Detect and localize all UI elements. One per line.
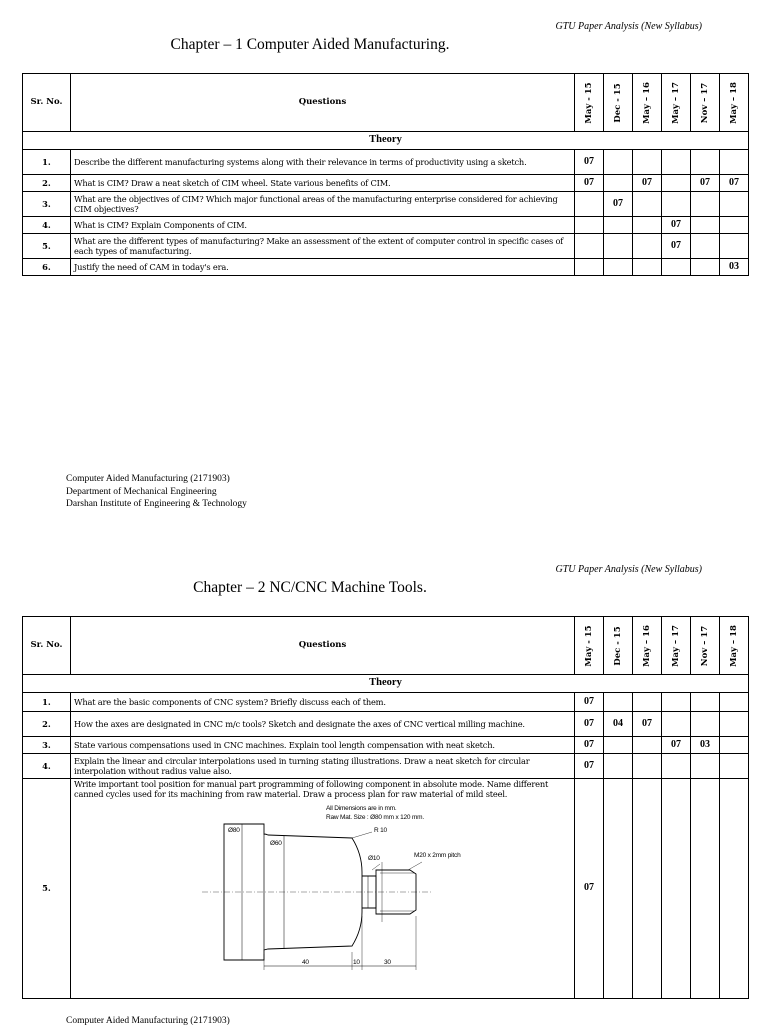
marks-cell xyxy=(662,754,691,779)
marks-cell: 07 xyxy=(575,779,604,999)
questions-header: Questions xyxy=(71,74,575,132)
row-number: 2. xyxy=(23,712,71,737)
chapter2-rows xyxy=(23,693,749,999)
questions-header: Questions xyxy=(71,617,575,675)
table-header-row xyxy=(23,74,749,132)
label-r10: R 10 xyxy=(374,826,387,834)
theory-row xyxy=(23,132,749,150)
marks-cell xyxy=(575,234,604,259)
row-number: 5. xyxy=(23,234,71,259)
marks-cell: 07 xyxy=(575,754,604,779)
table-header-row xyxy=(23,617,749,675)
marks-cell xyxy=(691,259,720,276)
table-row xyxy=(23,175,749,192)
footer-institute: Darshan Institute of Engineering & Technology xyxy=(66,499,247,509)
row-number: 4. xyxy=(23,217,71,234)
marks-cell xyxy=(691,712,720,737)
marks-cell: 07 xyxy=(720,175,749,192)
question-cell: State various compensations used in CNC machines. Explain tool length compensation with neat sketch. xyxy=(71,737,575,754)
component-drawing xyxy=(202,804,502,972)
footer xyxy=(66,473,247,511)
marks-cell xyxy=(720,712,749,737)
marks-cell xyxy=(604,217,633,234)
table-row xyxy=(23,754,749,779)
marks-cell xyxy=(720,737,749,754)
row-number: 6. xyxy=(23,259,71,276)
table-row xyxy=(23,693,749,712)
marks-cell xyxy=(662,259,691,276)
marks-cell: 07 xyxy=(604,192,633,217)
marks-cell: 07 xyxy=(575,712,604,737)
theory-label: Theory xyxy=(23,132,749,150)
marks-cell xyxy=(720,217,749,234)
exam-header: May – 16 xyxy=(633,617,662,675)
marks-cell xyxy=(604,234,633,259)
exam-header: May - 15 xyxy=(575,617,604,675)
theory-label: Theory xyxy=(23,675,749,693)
marks-cell xyxy=(633,259,662,276)
marks-cell xyxy=(604,693,633,712)
question-cell: What are the objectives of CIM? Which major functional areas of the manufacturing enterprise considered for achieving CIM objectives? xyxy=(71,192,575,217)
label-d10: Ø10 xyxy=(368,854,380,862)
marks-cell xyxy=(720,150,749,175)
row-number: 5. xyxy=(23,779,71,999)
marks-cell xyxy=(633,217,662,234)
marks-cell xyxy=(633,150,662,175)
exam-header: May – 18 xyxy=(720,74,749,132)
exam-header: Dec - 15 xyxy=(604,617,633,675)
marks-cell xyxy=(662,712,691,737)
question-cell xyxy=(71,779,575,999)
marks-cell xyxy=(604,737,633,754)
exam-header: Nov – 17 xyxy=(691,617,720,675)
leader-r10 xyxy=(352,832,372,838)
footer-course: Computer Aided Manufacturing (2171903) xyxy=(66,1016,230,1026)
table-row xyxy=(23,779,749,999)
drawing-note2: Raw Mat. Size : Ø80 mm x 120 mm. xyxy=(326,813,424,821)
marks-cell: 07 xyxy=(691,175,720,192)
question-cell: What are the different types of manufacturing? Make an assessment of the extent of computer control in specific cases of each types of manufacturing. xyxy=(71,234,575,259)
header-note: GTU Paper Analysis (New Syllabus) xyxy=(555,21,702,32)
marks-cell xyxy=(691,754,720,779)
marks-cell xyxy=(662,192,691,217)
marks-cell: 07 xyxy=(575,693,604,712)
marks-cell: 07 xyxy=(633,712,662,737)
marks-cell: 07 xyxy=(662,737,691,754)
marks-cell: 07 xyxy=(633,175,662,192)
exam-header: Dec - 15 xyxy=(604,74,633,132)
marks-cell xyxy=(720,234,749,259)
row-number: 3. xyxy=(23,192,71,217)
marks-cell xyxy=(691,150,720,175)
table-row xyxy=(23,150,749,175)
chapter2-table xyxy=(22,616,749,999)
chapter1-table xyxy=(22,73,749,276)
question-cell: Describe the different manufacturing systems along with their relevance in terms of productivity using a sketch. xyxy=(71,150,575,175)
marks-cell: 07 xyxy=(662,234,691,259)
marks-cell xyxy=(720,693,749,712)
exam-header: May – 18 xyxy=(720,617,749,675)
question-cell: What are the basic components of CNC system? Briefly discuss each of them. xyxy=(71,693,575,712)
question-cell: What is CIM? Draw a neat sketch of CIM wheel. State various benefits of CIM. xyxy=(71,175,575,192)
label-d60: Ø60 xyxy=(270,839,282,847)
row-number: 2. xyxy=(23,175,71,192)
marks-cell xyxy=(691,217,720,234)
marks-cell xyxy=(604,175,633,192)
marks-cell xyxy=(633,779,662,999)
marks-cell xyxy=(604,779,633,999)
row-number: 1. xyxy=(23,150,71,175)
marks-cell xyxy=(633,693,662,712)
marks-cell: 07 xyxy=(575,150,604,175)
header-note: GTU Paper Analysis (New Syllabus) xyxy=(555,564,702,575)
marks-cell xyxy=(691,234,720,259)
marks-cell: 07 xyxy=(575,175,604,192)
marks-cell: 04 xyxy=(604,712,633,737)
leader-thread xyxy=(408,862,422,870)
question-text: Write important tool position for manual part programming of following component in absolute mode. Name different canned cycles used for its machining from raw material. Draw a process plan for raw material of mild steel. xyxy=(74,779,549,800)
marks-cell xyxy=(604,754,633,779)
table-row xyxy=(23,217,749,234)
footer-department: Department of Mechanical Engineering xyxy=(66,486,217,497)
marks-cell xyxy=(575,217,604,234)
exam-header: May – 17 xyxy=(662,74,691,132)
table-row xyxy=(23,259,749,276)
marks-cell xyxy=(662,150,691,175)
marks-cell xyxy=(633,192,662,217)
table-row xyxy=(23,737,749,754)
question-cell: Justify the need of CAM in today's era. xyxy=(71,259,575,276)
marks-cell xyxy=(691,192,720,217)
marks-cell xyxy=(633,754,662,779)
exam-header: May - 15 xyxy=(575,74,604,132)
table-row xyxy=(23,192,749,217)
exam-header: May – 16 xyxy=(633,74,662,132)
marks-cell xyxy=(720,779,749,999)
marks-cell xyxy=(633,234,662,259)
question-cell: What is CIM? Explain Components of CIM. xyxy=(71,217,575,234)
chapter1-rows xyxy=(23,150,749,276)
marks-cell xyxy=(720,192,749,217)
question-cell: How the axes are designated in CNC m/c tools? Sketch and designate the axes of CNC vertical milling machine. xyxy=(71,712,575,737)
sr-no-header: Sr. No. xyxy=(23,74,71,132)
label-len40: 40 xyxy=(302,958,309,966)
table-row xyxy=(23,234,749,259)
marks-cell: 07 xyxy=(575,737,604,754)
marks-cell: 03 xyxy=(691,737,720,754)
exam-header: Nov – 17 xyxy=(691,74,720,132)
marks-cell: 03 xyxy=(720,259,749,276)
row-number: 4. xyxy=(23,754,71,779)
label-d80: Ø80 xyxy=(228,826,240,834)
chapter2-title: Chapter – 2 NC/CNC Machine Tools. xyxy=(193,579,427,596)
label-thread: M20 x 2mm pitch xyxy=(414,851,461,859)
sr-no-header: Sr. No. xyxy=(23,617,71,675)
label-len10: 10 xyxy=(353,958,360,966)
marks-cell xyxy=(720,754,749,779)
marks-cell xyxy=(691,779,720,999)
marks-cell xyxy=(662,693,691,712)
marks-cell xyxy=(662,175,691,192)
drawing-note1: All Dimensions are in mm. xyxy=(326,804,397,812)
table-row xyxy=(23,712,749,737)
marks-cell xyxy=(575,192,604,217)
theory-row xyxy=(23,675,749,693)
marks-cell: 07 xyxy=(662,217,691,234)
footer xyxy=(66,1015,230,1028)
question-cell: Explain the linear and circular interpolations used in turning stating illustrations. Draw a neat sketch for circular interpolation without radius value also. xyxy=(71,754,575,779)
label-len30: 30 xyxy=(384,958,391,966)
marks-cell xyxy=(662,779,691,999)
row-number: 1. xyxy=(23,693,71,712)
exam-header: May – 17 xyxy=(662,617,691,675)
marks-cell xyxy=(691,693,720,712)
leader-d10 xyxy=(372,864,380,870)
chapter1-title: Chapter – 1 Computer Aided Manufacturing. xyxy=(170,36,450,53)
marks-cell xyxy=(633,737,662,754)
marks-cell xyxy=(575,259,604,276)
footer-course: Computer Aided Manufacturing (2171903) xyxy=(66,474,230,484)
marks-cell xyxy=(604,259,633,276)
marks-cell xyxy=(604,150,633,175)
row-number: 3. xyxy=(23,737,71,754)
